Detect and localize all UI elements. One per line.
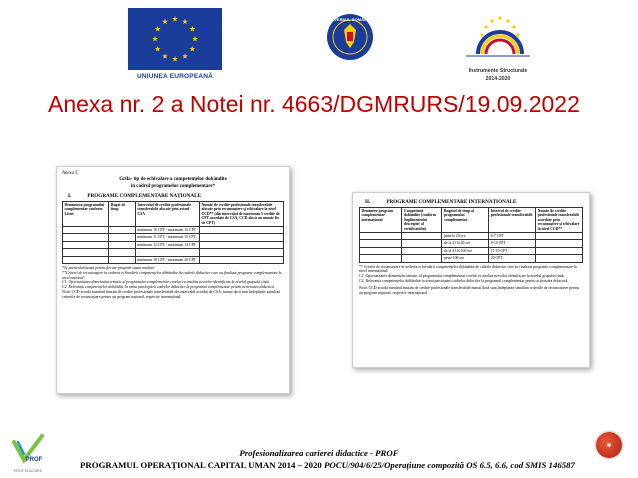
doc1-table bbox=[62, 201, 284, 264]
doc2-table bbox=[359, 207, 583, 263]
doc1-credit-range: minimum 18 CPT - maximum 20 CPT bbox=[135, 256, 199, 263]
table-row bbox=[63, 234, 284, 241]
doc1-table-header-row bbox=[63, 202, 284, 227]
document-international-programs bbox=[352, 192, 590, 368]
prof-caption: PROF EDUCARE bbox=[14, 469, 42, 473]
eu-star-icon bbox=[172, 56, 178, 61]
doc1-section-num: I. bbox=[68, 193, 72, 199]
footer-program-code: POCU/904/6/25/Operațiune compozită OS 6.5, 6.6, cod SMIS 146587 bbox=[323, 460, 575, 470]
doc1-heading-line1: Grila- tip de echivalare a competențelor dobândite bbox=[119, 177, 227, 182]
doc2-header-cell: Competențe dobândite (conform Suplimentului descriptiv al certificatului) bbox=[402, 208, 442, 233]
doc2-section-title bbox=[365, 199, 583, 205]
table-row bbox=[63, 241, 284, 248]
doc1-credit-range: minimum 11 CPT - maximum 15 CPT bbox=[135, 234, 199, 241]
is-caption-line1: Instrumente Structurale bbox=[468, 68, 528, 74]
eu-star-icon bbox=[182, 53, 188, 58]
doc1-header-cell: Intervalul de credite profesionale transferabile alocate prin avizul CSA bbox=[135, 202, 199, 227]
doc1-note: **Criterii de recunoaștere în vederea echivalării competențelor dobândite de cadrele didactice care au finalizat programe complementare la nivel național: bbox=[62, 270, 282, 280]
eu-star-icon bbox=[172, 16, 178, 21]
doc2-header-cell: Interval de credite profesionale transferabile bbox=[489, 208, 536, 233]
doc2-budget: peste 100 ore bbox=[442, 255, 489, 262]
table-row bbox=[360, 255, 583, 262]
doc2-budget: de la 41 la 100 ore bbox=[442, 247, 489, 254]
table-row bbox=[360, 233, 583, 240]
doc2-note: C2. Relevanța competențelor dobândite în urma participării cadrelor didactice la programul complementar pentru activitatea didactică. bbox=[359, 279, 569, 284]
eu-caption: UNIUNEA EUROPEANĂ bbox=[136, 73, 214, 80]
footer-program-line bbox=[80, 460, 575, 470]
eu-star-icon bbox=[162, 19, 168, 24]
doc2-note: C1. Oportunitatea domeniului tematic al programului complementar corelat cu analiza nevoilor identificate la nivelul grupului țintă; bbox=[359, 274, 565, 279]
footer-project-name: Profesionalizarea carierei didactice - PROF bbox=[239, 448, 399, 458]
doc2-header-cell: Bugetul de timp al programului complementar bbox=[442, 208, 489, 233]
eu-logo bbox=[128, 8, 222, 86]
doc1-header-cell: Buget de timp bbox=[109, 202, 136, 227]
doc1-credit-range: ... bbox=[135, 249, 199, 256]
doc1-note: C1. Oportunitatea domeniului tematic al programului complementar corelat cu analiza nevoilor identificate la nivelul grupului țintă; bbox=[62, 280, 270, 285]
doc2-header-cell: Denumire program complementar internațional bbox=[360, 208, 402, 233]
government-logo bbox=[325, 12, 375, 62]
doc2-credits: 8-10 CPT bbox=[489, 240, 536, 247]
eu-star-icon bbox=[152, 36, 158, 41]
svg-text:GUVERNUL ROMÂNIEI: GUVERNUL ROMÂNIEI bbox=[328, 17, 372, 22]
eu-star-icon bbox=[155, 26, 161, 31]
table-row bbox=[63, 256, 284, 263]
doc2-credits: 6-7 CPT bbox=[489, 233, 536, 240]
doc1-credit-range: minimum 10 CPT - maximum 12 CPT bbox=[135, 227, 199, 234]
doc2-budget: de la 21 la 40 ore bbox=[442, 240, 489, 247]
doc1-anexa-label: Anexa 5 bbox=[62, 171, 78, 176]
table-row bbox=[360, 240, 583, 247]
doc1-header-cell: Denumirea programului complementar conform Listei bbox=[63, 202, 109, 227]
document-national-programs bbox=[56, 166, 290, 394]
doc2-budget: până la 20 ore bbox=[442, 233, 489, 240]
instrumente-structurale-logo bbox=[448, 10, 548, 86]
doc1-header-cell: Număr de credite profesionale transferabile alocate prin recunoaștere și echivalare la nivel CCD** (din intervalul de maximum 5 credite de CPT acordate de CSA, CCD alocă un număr fix de CPT) bbox=[200, 202, 284, 227]
doc2-header-cell: Număr de credite profesionale transferabile acordate prin recunoaștere și echivalare la nivel CCD** bbox=[536, 208, 583, 233]
footer-program-title: PROGRAMUL OPERAȚIONAL CAPITAL UMAN 2014 – 2020 bbox=[80, 460, 322, 470]
eu-star-icon bbox=[182, 19, 188, 24]
svg-text:PROF: PROF bbox=[25, 457, 43, 463]
doc2-table-header-row bbox=[360, 208, 583, 233]
doc2-note: ** Criterii de recunoaștere în vederea echivalării competențelor dobândite de cadrele didactice care au finalizat programe complementare la nivel internațional: bbox=[359, 264, 577, 274]
doc2-section-label: PROGRAME COMPLEMENTARE INTERNAȚIONALE bbox=[386, 199, 517, 205]
table-row bbox=[360, 247, 583, 254]
eu-star-icon bbox=[155, 46, 161, 51]
eu-flag-icon bbox=[128, 8, 222, 70]
corner-badge-icon bbox=[596, 432, 622, 458]
is-caption-line2: 2014-2020 bbox=[485, 75, 511, 82]
table-row bbox=[63, 227, 284, 234]
eu-star-icon bbox=[192, 36, 198, 41]
table-row bbox=[63, 249, 284, 256]
eu-star-icon bbox=[162, 53, 168, 58]
doc1-note: Notă: CCD acordă numărul maxim de credite profesionale transferabile din intervalul acordat de CSA, numai dacă sunt îndeplinite simultan criteriile de recunoaștere pentru un program național, respectiv internațional bbox=[62, 290, 281, 299]
page-title: Anexa nr. 2 a Notei nr. 4663/DGMRURS/19.09.2022 bbox=[48, 91, 580, 117]
doc1-heading-line2: în cadrul programelor complementare* bbox=[130, 184, 216, 189]
doc1-section-title bbox=[68, 193, 284, 199]
eu-star-icon bbox=[189, 46, 195, 51]
doc2-credits: 11-19 CPT bbox=[489, 247, 536, 254]
eu-star-icon bbox=[189, 26, 195, 31]
doc1-note: C2. Relevanța competențelor dobândite în urma participării cadrelor didactice la programul complementar pentru activitatea didactică. bbox=[62, 285, 276, 290]
doc2-note: Notă: CCD acordă numărul maxim de credite profesionale transferabile numai dacă sunt îndeplinite simultan criteriile de recunoaștere pentru un program național, respectiv internațional bbox=[359, 285, 580, 295]
doc1-section-label: PROGRAME COMPLEMENTARE NAȚIONALE bbox=[87, 193, 202, 199]
doc2-credits: 20 CPT bbox=[489, 255, 536, 262]
doc2-section-num: II. bbox=[365, 199, 371, 205]
doc1-note: *Se particularizează pentru fiecare program supus analizei bbox=[62, 266, 155, 271]
doc1-credit-range: minimum 12 CPT - maximum 14 CPT bbox=[135, 241, 199, 248]
